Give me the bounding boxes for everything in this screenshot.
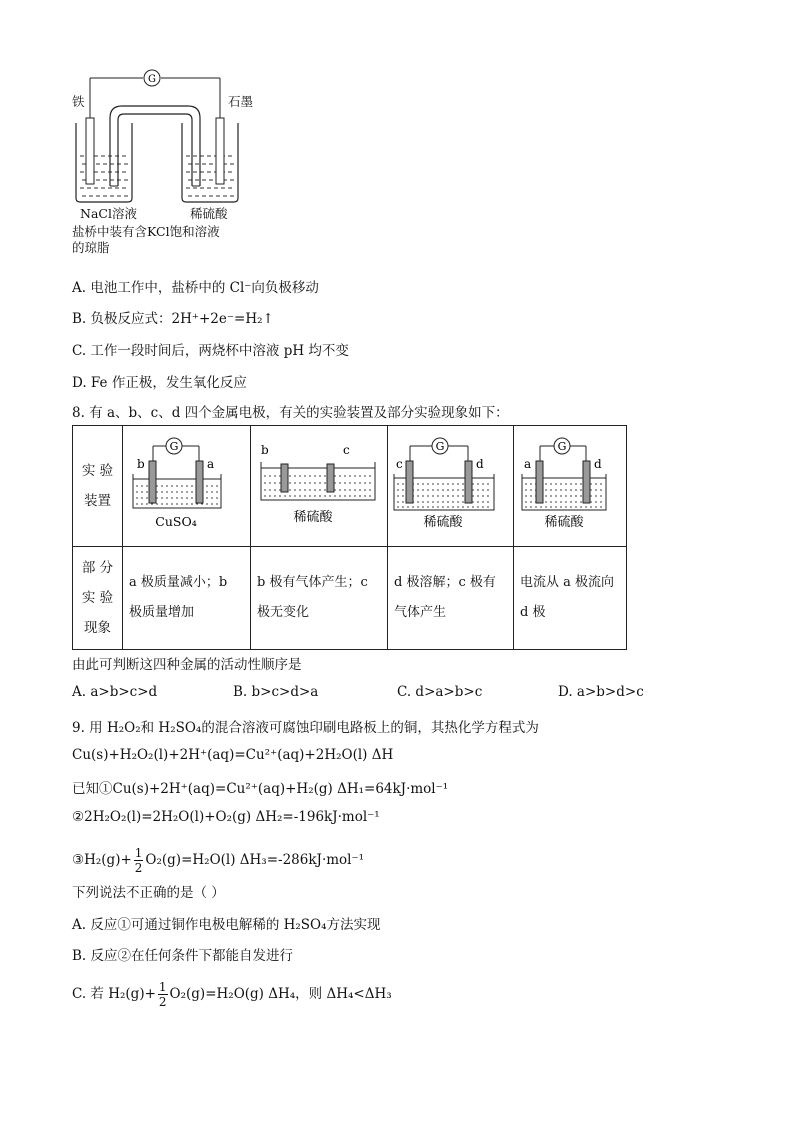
galvanometer-label: G (148, 74, 156, 85)
caption-line-2: 的琼脂 (72, 240, 110, 255)
device-1-right-label: a (207, 457, 215, 471)
observation-2-line1: b 极有气体产生；c (257, 575, 368, 590)
observation-3-line2: 气体产生 (394, 605, 447, 620)
q9-equation-3-pre: ③H₂(g)+ (72, 852, 132, 868)
device-header-line1: 实 验 (81, 463, 114, 479)
observation-header-cell (73, 547, 123, 650)
q9-equation-3 (72, 846, 364, 875)
salt-bridge-figure (70, 68, 270, 258)
device-2-left-label: b (261, 443, 269, 457)
q8-option-d: D. a>b>d>c (558, 684, 644, 700)
device-2-solution: 稀硫酸 (293, 510, 333, 525)
q8-option-b: B. b>c>d>a (233, 684, 319, 700)
q9-equation-1: 已知①Cu(s)+2H⁺(aq)=Cu²⁺(aq)+H₂(g) ΔH₁=64kJ·mol⁻¹ (72, 781, 449, 797)
fraction-numerator: 1 (134, 846, 143, 860)
q8-stem: 8. 有 a、b、c、d 四个金属电极，有关的实验装置及部分实验现象如下： (72, 405, 509, 421)
observation-2 (251, 547, 388, 650)
caption-line-1: 盐桥中装有含KCl饱和溶液 (72, 224, 220, 239)
q9-option-c-post: O₂(g)=H₂O(g) ΔH₄，则 ΔH₄<ΔH₃ (169, 986, 392, 1002)
observation-header-line3: 现象 (84, 620, 111, 636)
device-4-solution: 稀硫酸 (544, 515, 584, 530)
fraction-denominator: 2 (134, 861, 143, 875)
observation-3-line1: d 极溶解；c 极有 (394, 575, 496, 590)
q8-conclusion: 由此可判断这四种金属的活动性顺序是 (72, 657, 302, 673)
device-1-g: G (169, 440, 179, 453)
device-header-cell (73, 426, 123, 547)
observation-1-line2: 极质量增加 (129, 605, 195, 620)
device-3-solution: 稀硫酸 (423, 515, 463, 530)
device-3-left-label: c (396, 457, 403, 471)
device-2-cell (251, 426, 388, 547)
left-electrode-label: 铁 (72, 94, 85, 109)
observation-header-line1: 部 分 (81, 560, 114, 576)
device-4-g: G (557, 440, 567, 453)
device-1-left-label: b (137, 457, 145, 471)
device-4-right-label: d (594, 457, 602, 471)
q7-option-a: A. 电池工作中，盐桥中的 Cl⁻向负极移动 (72, 280, 319, 296)
q9-question: 下列说法不正确的是（ ） (72, 885, 225, 901)
q9-equation-2: ②2H₂O₂(l)=2H₂O(l)+O₂(g) ΔH₂=-196kJ·mol⁻¹ (72, 809, 380, 825)
q8-option-a: A. a>b>c>d (72, 684, 158, 700)
q9-stem: 9. 用 H₂O₂和 H₂SO₄的混合溶液可腐蚀印刷电路板上的铜，其热化学方程式为 (72, 720, 539, 736)
q9-option-c-pre: C. 若 H₂(g)+ (72, 986, 156, 1002)
observation-2-line2: 极无变化 (257, 605, 310, 620)
device-4-left-label: a (524, 457, 532, 471)
q9-option-c (72, 980, 392, 1009)
observation-3 (388, 547, 514, 650)
fraction-half (134, 846, 144, 875)
device-4-diagram (514, 426, 627, 542)
device-3-cell (388, 426, 514, 547)
device-2-right-label: c (343, 443, 350, 457)
salt-bridge-diagram (70, 68, 270, 218)
q9-equation-3-post: O₂(g)=H₂O(l) ΔH₃=-286kJ·mol⁻¹ (145, 852, 365, 868)
observation-header-line2: 实 验 (81, 590, 114, 606)
graphite-electrode (216, 118, 224, 184)
device-3-diagram (388, 426, 514, 542)
iron-electrode (86, 118, 94, 184)
q7-option-b: B. 负极反应式：2H⁺+2e⁻=H₂↑ (72, 311, 274, 327)
fraction-c-numerator: 1 (158, 980, 167, 994)
observation-4-line1: 电流从 a 极流向 (520, 575, 615, 590)
observation-4-line2: d 极 (520, 605, 546, 620)
device-1-solution: CuSO₄ (155, 514, 197, 529)
q7-option-d: D. Fe 作正极，发生氧化反应 (72, 375, 247, 391)
device-1-cell (123, 426, 251, 547)
observation-4 (514, 547, 627, 650)
right-electrode-label: 石墨 (228, 94, 254, 109)
q9-equation-main: Cu(s)+H₂O₂(l)+2H⁺(aq)=Cu²⁺(aq)+2H₂O(l) ΔH (72, 747, 394, 763)
observation-1 (123, 547, 251, 650)
device-3-g: G (435, 440, 445, 453)
q8-option-c: C. d>a>b>c (397, 684, 483, 700)
left-solution-label: NaCl溶液 (80, 206, 137, 221)
device-3-right-label: d (476, 457, 484, 471)
right-solution-label: 稀硫酸 (190, 206, 228, 221)
q9-option-a: A. 反应①可通过铜作电极电解稀的 H₂SO₄方法实现 (72, 917, 381, 933)
device-4-cell (514, 426, 627, 547)
device-header-line2: 装置 (84, 493, 111, 509)
q9-option-b: B. 反应②在任何条件下都能自发进行 (72, 948, 294, 964)
observation-1-line1: a 极质量减小；b (129, 575, 228, 590)
device-1-diagram (123, 426, 251, 542)
device-2-diagram (251, 426, 388, 542)
experiment-table (72, 425, 627, 650)
fraction-c-denominator: 2 (158, 995, 167, 1009)
q7-option-c: C. 工作一段时间后，两烧杯中溶液 pH 均不变 (72, 343, 349, 359)
fraction-half-c (158, 980, 168, 1009)
